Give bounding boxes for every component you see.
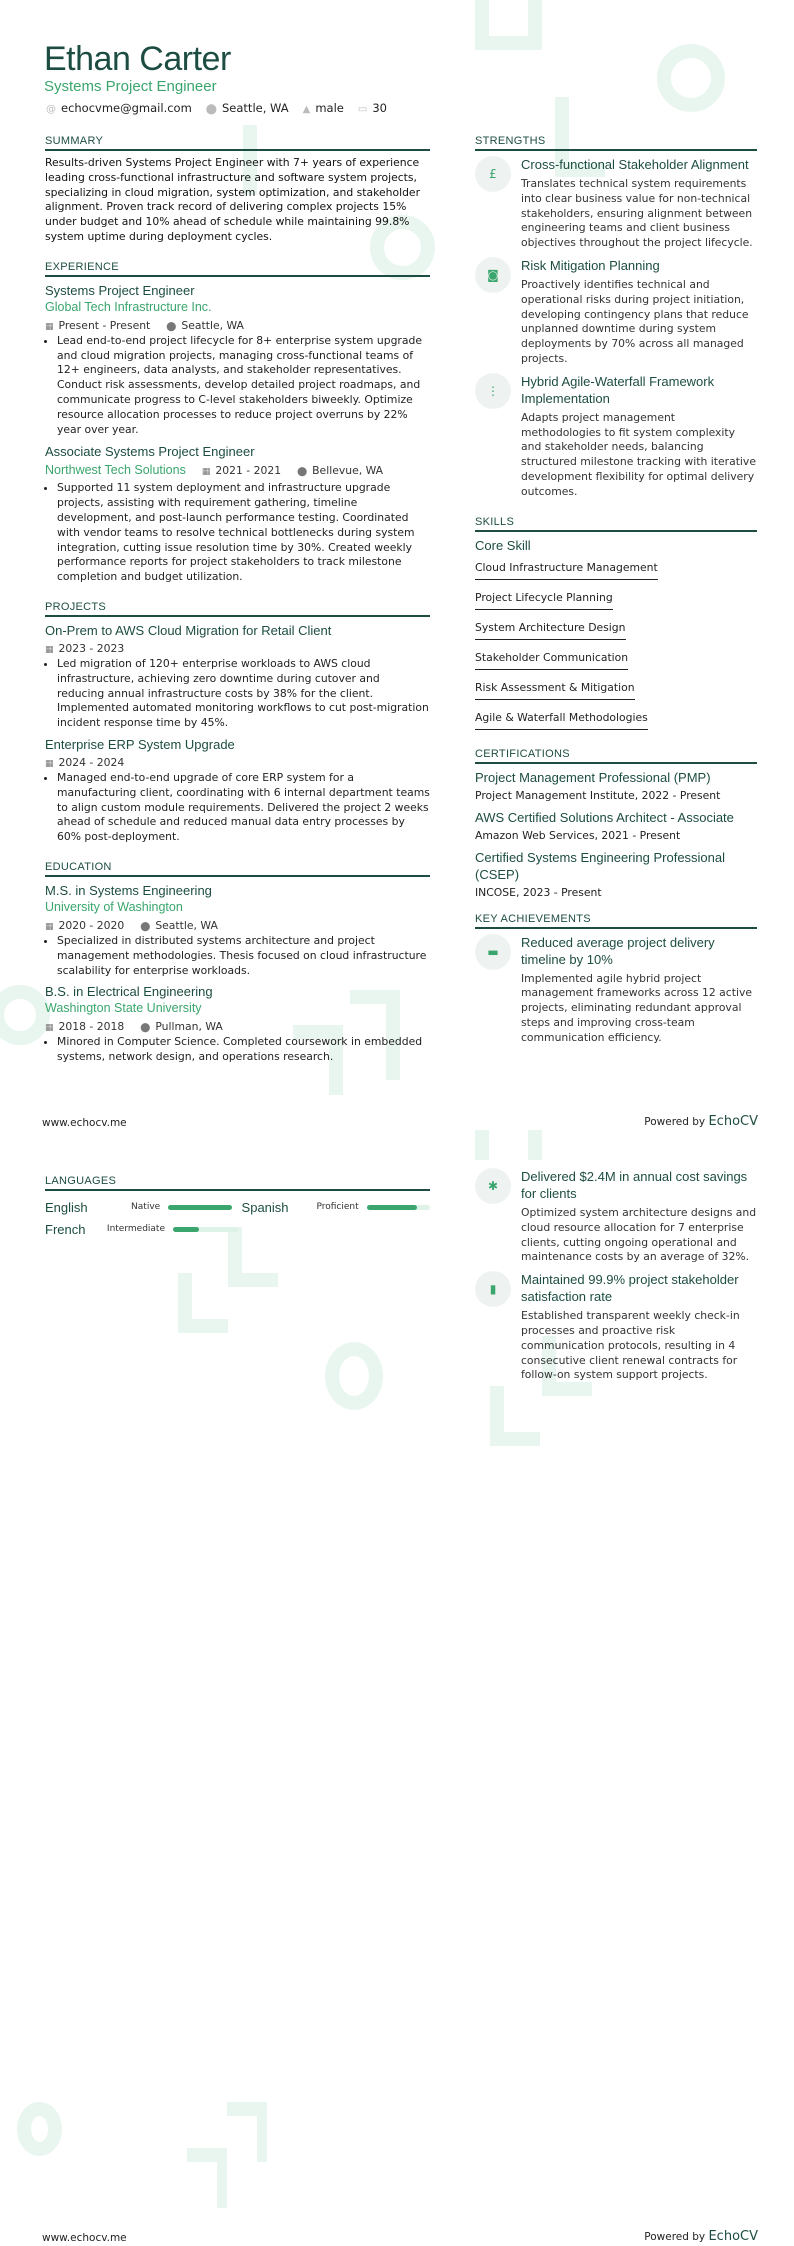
right-column [475,135,757,1052]
cert-title: Certified Systems Engineering Professional (CSEP) [475,849,726,882]
language-name: English [45,1199,88,1215]
experience-item [45,282,430,438]
candidate-name: Ethan Carter [44,40,231,78]
location-icon: ⬤ [205,104,217,115]
strength-item [475,373,757,500]
language-level: Intermediate [106,1224,165,1234]
school: University of Washington [45,899,183,914]
footer-powered-by: Powered by EchoCV [644,2229,758,2244]
project-title: Enterprise ERP System Upgrade [45,736,235,752]
skill-item: Project Lifecycle Planning [475,589,613,610]
education-item [45,983,430,1065]
strength-item [475,156,757,251]
cert-issuer: INCOSE, 2023 - Present [475,885,602,899]
calendar-icon: ▭ [357,104,368,115]
location-icon: ⬤ [297,467,308,478]
skill-item: System Architecture Design [475,619,626,640]
education-bullet: • Minored in Computer Science. Completed coursework in embedded systems, network design, and operations research. [57,1035,430,1065]
strength-icon-badge [475,257,511,293]
strength-icon-badge [475,156,511,192]
achievement-icon-badge [475,1271,511,1307]
vertical-dots-icon: ⋮ [487,383,499,398]
decor-ring [325,1342,383,1410]
achievement-icon-badge [475,1168,511,1204]
contact-age: ▭ 30 [357,101,387,115]
achievement-desc: Optimized system architecture designs and cloud resource allocation for 7 enterprise clients, cutting ongoing operational and maintenance costs by an average of 32%. [521,1206,757,1264]
section-heading: LANGUAGES [45,1175,430,1191]
contact-bar [46,101,387,115]
project-meta: ▦ 2024 - 2024 [45,755,125,769]
strength-desc: Proactively identifies technical and operational risks during project initiation, developing contingency plans that reduce unplanned downtime during system deployments by 70% across all managed projects. [521,277,749,365]
degree: B.S. in Electrical Engineering [45,984,213,1000]
language-bar [168,1205,231,1210]
company-name: Northwest Tech Solutions [45,463,186,478]
job-title: Systems Project Engineer [45,282,195,298]
strengths-section [475,135,757,500]
person-icon: ▲ [302,104,311,115]
file-icon: ▮ [489,1282,497,1297]
summary-text: Results-driven Systems Project Engineer with 7+ years of experience leading cross-functional infrastructure and software system projects, specializing in cloud migration, system optimization, and stakeholder alignment. Proven track record of delivering complex projects 15% under budget and 10% ahead of schedule while maintaining 99.8% system uptime during deployment cycles. [45,156,421,243]
skill-item: Risk Assessment & Mitigation [475,679,635,700]
language-name: Spanish [241,1199,289,1215]
job-meta: Northwest Tech Solutions ▦ 2021 - 2021 ⬤ Bellevue, WA [45,463,384,478]
section-heading: SUMMARY [45,135,430,151]
location-icon: ⬤ [140,921,151,932]
education-item [45,882,430,978]
achievement-desc: Implemented agile hybrid project management frameworks across 12 active projects, eliminating redundant approval steps and improving cross-team communication efficiency. [521,971,752,1044]
calendar-icon: ▦ [201,467,211,478]
cert-issuer: Project Management Institute, 2022 - Present [475,788,721,802]
calendar-icon: ▦ [45,921,54,932]
achievement-desc: Established transparent weekly check-in processes and proactive risk communication protocols, resulting in 4 consecutive client renewal contracts for follow-on system support projects. [521,1309,740,1382]
brand-logo[interactable]: EchoCV [708,1114,758,1129]
skill-item: Agile & Waterfall Methodologies [475,709,648,730]
job-title: Associate Systems Project Engineer [45,444,255,460]
job-bullet: • Lead end-to-end project lifecycle for 8+ enterprise system upgrade and cloud migration projects, managing cross-functional teams of 12+ engineers, data analysts, and stakeholder representatives. Conduct risk assessments, develop detailed project roadmaps, and communicate progress to C-level stakeholders biweekly. Optimize resource allocation processes to reduce project overruns by 22% year over year. [57,334,430,438]
language-bar [173,1227,239,1232]
decor-shape [217,2148,227,2208]
bug-icon: ✱ [487,1179,499,1193]
project-meta: ▦ 2023 - 2023 [45,641,125,655]
project-bullet: • Led migration of 120+ enterprise workloads to AWS cloud infrastructure, achieving zero downtime during cutover and reducing annual infrastructure costs by 38% for the client. Implemented automated monitoring workflows to cut post-migration incident response time by 45%. [57,657,430,731]
location-icon: ⬤ [166,321,177,332]
language-row [45,1218,430,1240]
achievement-icon-badge [475,934,511,970]
decor-ring [17,2102,62,2156]
left-column-page-2 [45,1175,430,1240]
section-heading: PROJECTS [45,601,430,617]
footer-powered-by: Powered by EchoCV [644,1114,758,1129]
projects-section [45,601,430,845]
school: Washington State University [45,1001,202,1016]
skill-item: Stakeholder Communication [475,649,628,670]
job-meta: ▦ Present - Present ⬤ Seattle, WA [45,318,244,332]
strength-item [475,257,757,367]
experience-item [45,443,430,585]
education-meta: ▦ 2018 - 2018 ⬤ Pullman, WA [45,1020,223,1034]
strength-icon-badge [475,373,511,409]
battery-icon: ▬ [487,944,499,959]
section-heading: EXPERIENCE [45,261,430,277]
section-heading: EDUCATION [45,861,430,877]
calendar-icon: ▦ [45,1023,54,1034]
skill-group-title: Core Skill [475,537,531,553]
experience-section [45,261,430,585]
achievements-section [475,913,757,1046]
pound-coin-icon: £ [489,167,497,181]
contact-email[interactable]: @ echocvme@gmail.com [46,101,192,115]
camera-icon: ◙ [487,267,499,282]
brand-logo[interactable]: EchoCV [708,2229,758,2244]
strength-desc: Translates technical system requirements into clear business value for non-technical stakeholders, ensuring alignment between engineering teams and client business objectives throughout the project lifecycle. [521,177,753,250]
decor-shape [257,2102,267,2162]
calendar-icon: ▦ [45,321,54,332]
achievement-title: Delivered $2.4M in annual cost savings for clients [521,1169,748,1201]
strength-title: Risk Mitigation Planning [521,257,660,273]
decor-shape [475,1130,489,1160]
footer-site-link[interactable]: www.echocv.me [42,2232,127,2244]
section-heading: STRENGTHS [475,135,757,151]
education-section [45,861,430,1065]
strength-desc: Adapts project management methodologies to fit system complexity and stakeholder needs, balancing structured milestone tracking with iterative development flexibility for optimal delivery outcomes. [521,410,756,498]
skill-item: Cloud Infrastructure Management [475,559,658,580]
certifications-section [475,748,757,899]
section-heading: CERTIFICATIONS [475,748,757,764]
decor-ring [657,44,725,112]
language-bar [367,1205,430,1210]
candidate-title: Systems Project Engineer [44,78,217,95]
footer-site-link[interactable]: www.echocv.me [42,1117,127,1129]
strength-title: Hybrid Agile-Waterfall Framework Implementation [521,373,715,406]
contact-gender: ▲ male [302,101,344,115]
location-icon: ⬤ [140,1023,151,1034]
cert-issuer: Amazon Web Services, 2021 - Present [475,828,681,842]
at-icon: @ [46,104,56,115]
achievement-title: Reduced average project delivery timeline by 10% [521,934,715,967]
project-bullet: • Managed end-to-end upgrade of core ERP system for a manufacturing client, coordinating with 6 internal department teams to align custom module requirements. Delivered the project 2 weeks ahead of schedule and reduced manual data entry processes by 60% post-deployment. [57,771,430,845]
calendar-icon: ▦ [45,644,54,655]
language-level: Native [131,1202,161,1212]
project-item [45,736,430,845]
project-item [45,622,430,731]
decor-shape [228,1273,278,1287]
strength-title: Cross-functional Stakeholder Alignment [521,157,749,172]
calendar-icon: ▦ [45,758,54,769]
achievement-item [475,1168,757,1265]
skills-section [475,516,757,736]
summary-section [45,135,430,245]
job-bullet: • Supported 11 system deployment and infrastructure upgrade projects, assisting with requirement gathering, timeline development, and post-launch performance testing. Coordinated with vendor teams to resolve technical bottlenecks during system integration, cutting issue resolution time by 30%. Created weekly performance reports for project stakeholders to track milestone completion and budget utilization. [57,481,430,585]
language-level: Proficient [316,1202,359,1212]
section-heading: SKILLS [475,516,757,532]
section-heading: KEY ACHIEVEMENTS [475,913,757,929]
decor-shape [528,0,542,50]
company-name: Global Tech Infrastructure Inc. [45,299,212,314]
languages-section [45,1175,430,1240]
left-column [45,135,430,1065]
project-title: On-Prem to AWS Cloud Migration for Retail Client [45,622,332,638]
right-column-page-2 [475,1168,757,1389]
education-meta: ▦ 2020 - 2020 ⬤ Seattle, WA [45,918,218,932]
decor-shape [528,1130,542,1160]
achievement-item [475,1271,757,1383]
cert-title: Project Management Professional (PMP) [475,769,711,785]
language-row [45,1196,430,1218]
achievement-title: Maintained 99.9% project stakeholder satisfaction rate [521,1272,739,1305]
decor-shape [490,1432,540,1446]
contact-location: ⬤ Seattle, WA [205,101,289,115]
achievement-item [475,934,757,1046]
language-name: French [45,1221,86,1237]
cert-title: AWS Certified Solutions Architect - Associate [475,809,734,825]
degree: M.S. in Systems Engineering [45,882,212,898]
decor-shape [178,1319,228,1333]
education-bullet: • Specialized in distributed systems architecture and project management methodologies. Thesis focused on cloud infrastructure scalability for enterprise workloads. [57,934,430,978]
